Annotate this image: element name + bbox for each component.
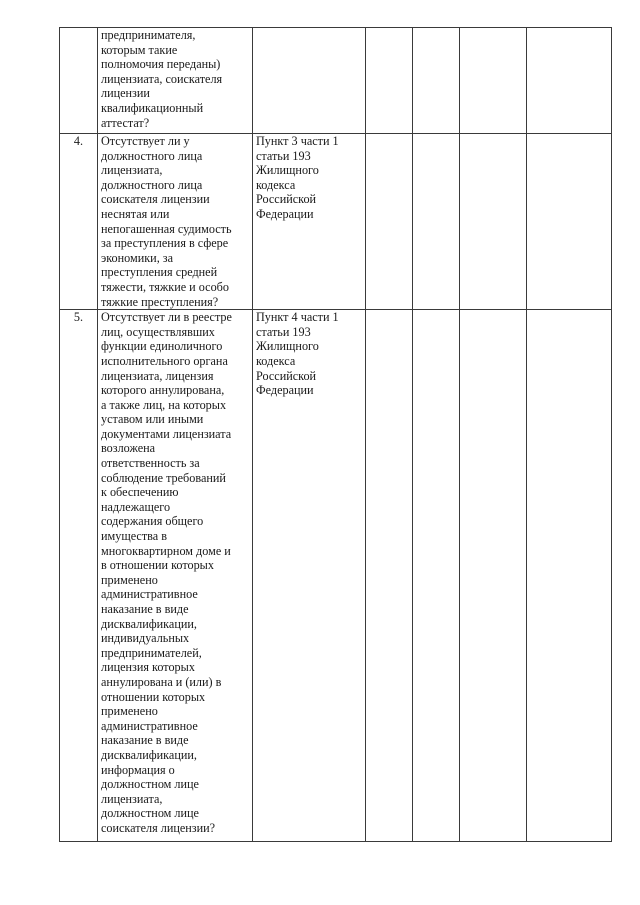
- answer-cell-yes: [366, 28, 413, 134]
- answer-cell-no: [413, 28, 460, 134]
- legal-basis-cell: [253, 310, 366, 842]
- notes-cell: [527, 28, 612, 134]
- legal-basis-text: Пункт 4 части 1 статьи 193 Жилищного кодекса Российской Федерации: [256, 310, 339, 398]
- answer-cell-not-applicable: [460, 28, 527, 134]
- question-text: Отсутствует ли в реестре лиц, осуществлявших функции единоличного исполнительного органа лицензиата, лицензия которого аннулирована, а также лиц, на которых уставом или иными документами лицензиата возложена ответственность за соблюдение требований к обеспечению надлежащего содержания общего имущества в многоквартирном доме и в отношении которых применено административное наказание в виде дисквалификации, индивидуальных предпринимателей, лицензия которых аннулирована и (или) в отношении которых применено административное наказание в виде дисквалификации, информация о должностном лице лицензиата, должностном лице соискателя лицензии?: [101, 310, 232, 835]
- legal-basis-text: Пункт 3 части 1 статьи 193 Жилищного кодекса Российской Федерации: [256, 134, 339, 221]
- table-row: [60, 310, 612, 842]
- answer-cell-not-applicable: [460, 310, 527, 842]
- question-cell: [98, 28, 253, 134]
- question-text: предпринимателя, которым такие полномочия переданы) лицензиата, соискателя лицензии квалификационный аттестат?: [101, 28, 223, 130]
- question-cell: [98, 310, 253, 842]
- answer-cell-no: [413, 310, 460, 842]
- answer-cell-yes: [366, 134, 413, 310]
- table-row: [60, 28, 612, 134]
- answer-cell-not-applicable: [460, 134, 527, 310]
- row-number-cell: 4.: [60, 134, 98, 310]
- row-number-cell: 5.: [60, 310, 98, 842]
- question-cell: [98, 134, 253, 310]
- answer-cell-yes: [366, 310, 413, 842]
- notes-cell: [527, 134, 612, 310]
- legal-basis-cell: [253, 28, 366, 134]
- notes-cell: [527, 310, 612, 842]
- legal-basis-cell: [253, 134, 366, 310]
- row-number-cell: [60, 28, 98, 134]
- checklist-table: [59, 27, 612, 842]
- question-text: Отсутствует ли у должностного лица лицензиата, должностного лица соискателя лицензии неснятая или непогашенная судимость за преступления в сфере экономики, за преступления средней тяжести, тяжкие и особо тяжкие преступления?: [101, 134, 232, 309]
- table-row: [60, 134, 612, 310]
- answer-cell-no: [413, 134, 460, 310]
